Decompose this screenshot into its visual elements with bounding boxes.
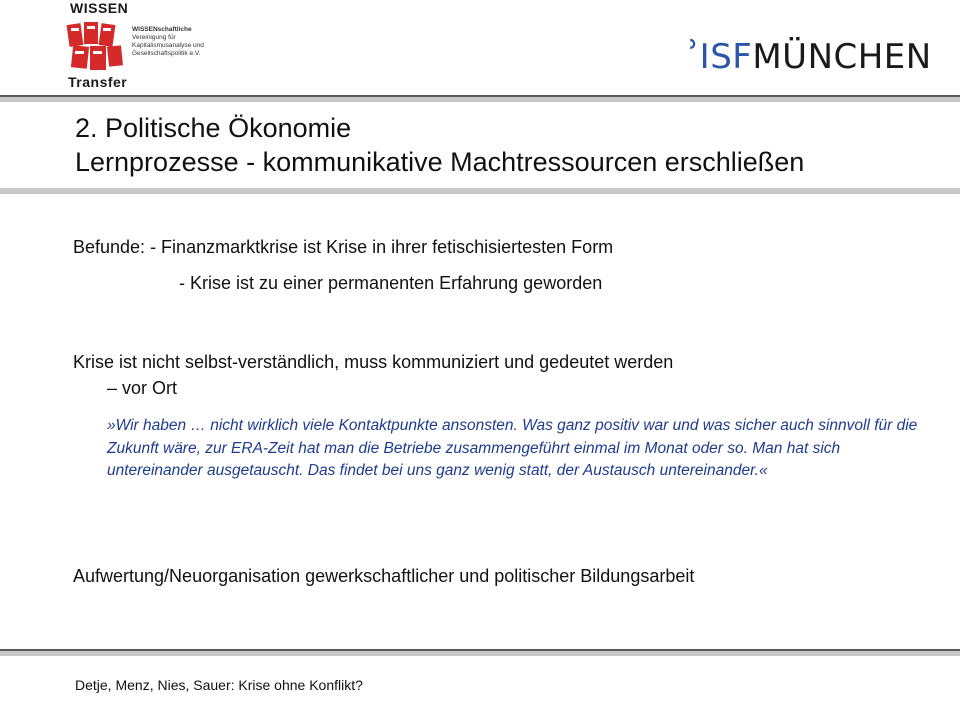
isf-swoosh-icon: ʾ	[688, 33, 700, 77]
page-title-line-1: 2. Politische Ökonomie	[75, 113, 352, 143]
footer-citation: Detje, Menz, Nies, Sauer: Krise ohne Konflikt?	[75, 677, 363, 693]
logo-org-line: Gesellschaftspolitik e.V.	[132, 50, 201, 57]
isf-muenchen-logo	[688, 33, 932, 86]
logo-top-word: WISSEN	[70, 0, 129, 16]
wissen-emblem-icon	[66, 16, 128, 74]
logo-org-line: WISSENschaftliche	[132, 26, 192, 33]
logo-isf-text: ISF	[699, 37, 753, 77]
logo-city-text: MÜNCHEN	[752, 37, 932, 77]
footer-rule	[0, 651, 960, 656]
befunde-line-1: Befunde: - Finanzmarktkrise ist Krise in ihrer fetischisiertesten Form	[73, 237, 614, 257]
title-rule	[0, 188, 960, 194]
krise-line-1: Krise ist nicht selbst-verständlich, muss kommuniziert und gedeutet werden	[73, 352, 674, 372]
wissen-transfer-logo	[62, 0, 222, 92]
interview-quote: »Wir haben … nicht wirklich viele Kontaktpunkte ansonsten. Was ganz positiv war und was sicher auch sinnvoll für die Zukunft wäre, zur ERA-Zeit hat man die Betriebe zusammengeführt einmal im Monat oder so. Man hat sich untereinander ausgetauscht. Das findet bei uns ganz wenig statt, der Austausch untereinander.«	[107, 417, 918, 479]
page-title-line-2: Lernprozesse - kommunikative Machtressourcen erschließen	[75, 147, 805, 177]
logo-bottom-word: Transfer	[68, 74, 128, 90]
krise-line-2: – vor Ort	[107, 378, 178, 398]
logo-org-text	[132, 26, 204, 58]
aufwertung-line: Aufwertung/Neuorganisation gewerkschaftlicher und politischer Bildungsarbeit	[73, 566, 695, 586]
logo-org-line: Kapitalismusanalyse und	[132, 42, 204, 49]
header-rule	[0, 97, 960, 102]
befunde-line-2: - Krise ist zu einer permanenten Erfahrung geworden	[179, 273, 603, 293]
logo-org-line: Vereinigung für	[132, 34, 176, 41]
